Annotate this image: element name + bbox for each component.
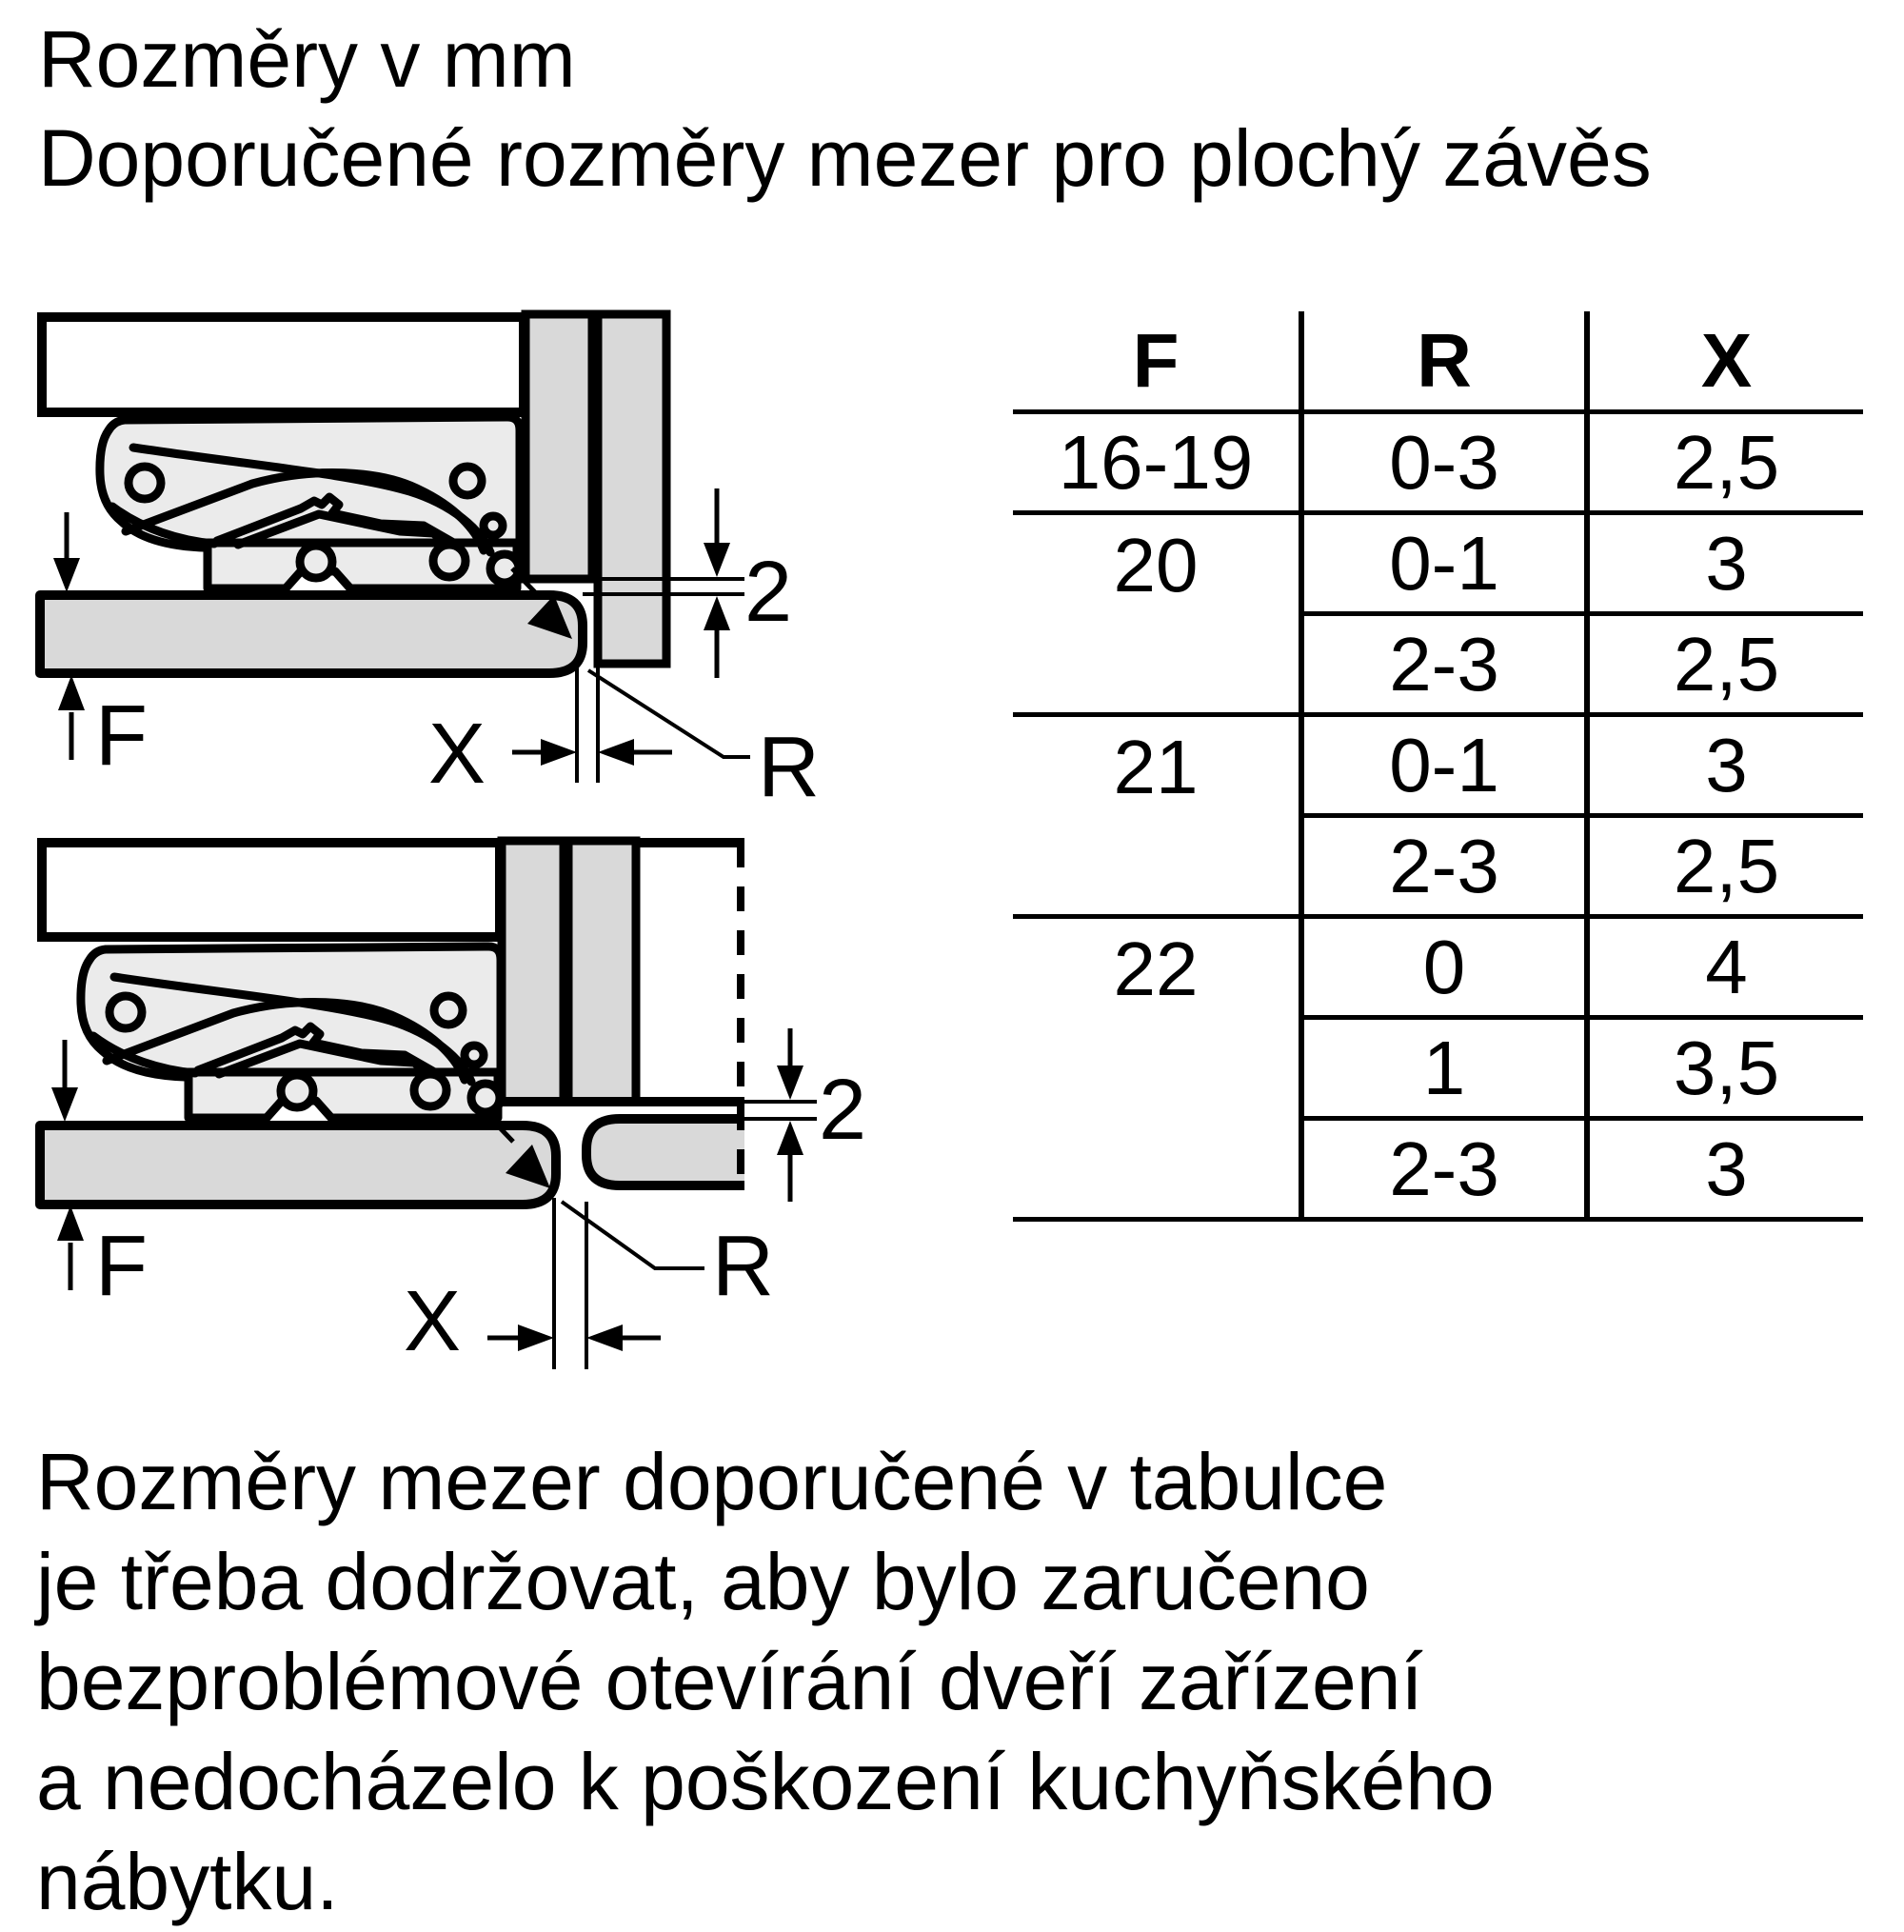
- title-line-1: Rozměry v mm: [38, 14, 576, 104]
- gap-dimension-label: 2: [744, 545, 793, 640]
- arrow-left-icon: [586, 1325, 623, 1351]
- arrow-down-icon: [704, 543, 730, 577]
- table-cell-x: 3: [1590, 717, 1863, 818]
- note-line: nábytku.: [36, 1837, 339, 1926]
- note-line: Rozměry mezer doporučené v tabulce: [36, 1437, 1388, 1526]
- arrow-down-icon: [777, 1066, 803, 1100]
- table-cell-x: 2,5: [1590, 818, 1863, 919]
- table-cell-f: 22: [1013, 919, 1304, 1020]
- arrow-down-icon: [51, 1087, 78, 1122]
- table-cell-f: [1013, 818, 1304, 919]
- title-line-2: Doporučené rozměry mezer pro plochý závěs: [38, 113, 1652, 203]
- table-cell-r: 2-3: [1304, 818, 1590, 919]
- arrow-down-icon: [53, 558, 80, 592]
- table-cell-r: 0-3: [1304, 414, 1590, 515]
- table-cell-f: 21: [1013, 717, 1304, 818]
- diagram-bottom-view: [40, 841, 866, 1369]
- x-dimension-label: X: [404, 1274, 462, 1369]
- table-cell-x: 3: [1590, 1121, 1863, 1222]
- note-line: bezproblémové otevírání dveří zařízení: [36, 1637, 1423, 1726]
- table-cell-r: 0: [1304, 919, 1590, 1020]
- table-cell-x: 3: [1590, 515, 1863, 616]
- appliance-body-outline: [42, 843, 500, 937]
- gap-dimension-label: 2: [819, 1063, 867, 1158]
- arrow-right-icon: [518, 1325, 554, 1351]
- furniture-panel-rounded: [40, 595, 583, 673]
- arrow-left-icon: [598, 739, 634, 766]
- diagram-top-view: [40, 314, 820, 815]
- table-header-f: F: [1013, 311, 1304, 414]
- table-cell-x: 3,5: [1590, 1020, 1863, 1121]
- table-cell-r: 1: [1304, 1020, 1590, 1121]
- r-dimension-label: R: [758, 720, 820, 815]
- table-header-x: X: [1590, 311, 1863, 414]
- furniture-front-bar: [568, 841, 636, 1102]
- table-cell-f: [1013, 1121, 1304, 1222]
- appliance-door-bar: [502, 841, 564, 1102]
- adjacent-panel: [586, 1119, 744, 1185]
- appliance-door-bar: [526, 314, 592, 579]
- note-line: je třeba dodržovat, aby bylo zaručeno: [36, 1537, 1370, 1626]
- table-cell-x: 4: [1590, 919, 1863, 1020]
- arrow-right-icon: [541, 739, 577, 766]
- f-dimension-label: F: [95, 1219, 148, 1314]
- table-cell-x: 2,5: [1590, 616, 1863, 717]
- arrow-up-icon: [57, 1205, 84, 1241]
- note-paragraph: [36, 1432, 1495, 1932]
- f-dimension-label: F: [95, 688, 148, 784]
- arrow-up-icon: [704, 596, 730, 630]
- table-cell-f: 16-19: [1013, 414, 1304, 515]
- dimension-table: [1013, 311, 1863, 1222]
- table-cell-x: 2,5: [1590, 414, 1863, 515]
- table-cell-f: [1013, 1020, 1304, 1121]
- hinge-mechanism-2: [81, 946, 501, 1118]
- furniture-front-bar: [598, 314, 666, 664]
- note-line: a nedocházelo k poškození kuchyňského: [36, 1737, 1495, 1826]
- table-cell-f: 20: [1013, 515, 1304, 616]
- appliance-body-outline: [42, 317, 524, 412]
- table-cell-f: [1013, 616, 1304, 717]
- table-cell-r: 2-3: [1304, 616, 1590, 717]
- table-cell-r: 0-1: [1304, 515, 1590, 616]
- table-cell-r: 0-1: [1304, 717, 1590, 818]
- x-dimension-label: X: [428, 707, 486, 802]
- table-cell-r: 2-3: [1304, 1121, 1590, 1222]
- arrow-up-icon: [58, 675, 85, 710]
- r-dimension-label: R: [712, 1219, 774, 1314]
- table-header-r: R: [1304, 311, 1590, 414]
- hinge-mechanism-1: [100, 417, 520, 588]
- arrow-up-icon: [777, 1121, 803, 1155]
- furniture-panel-rounded: [40, 1125, 556, 1205]
